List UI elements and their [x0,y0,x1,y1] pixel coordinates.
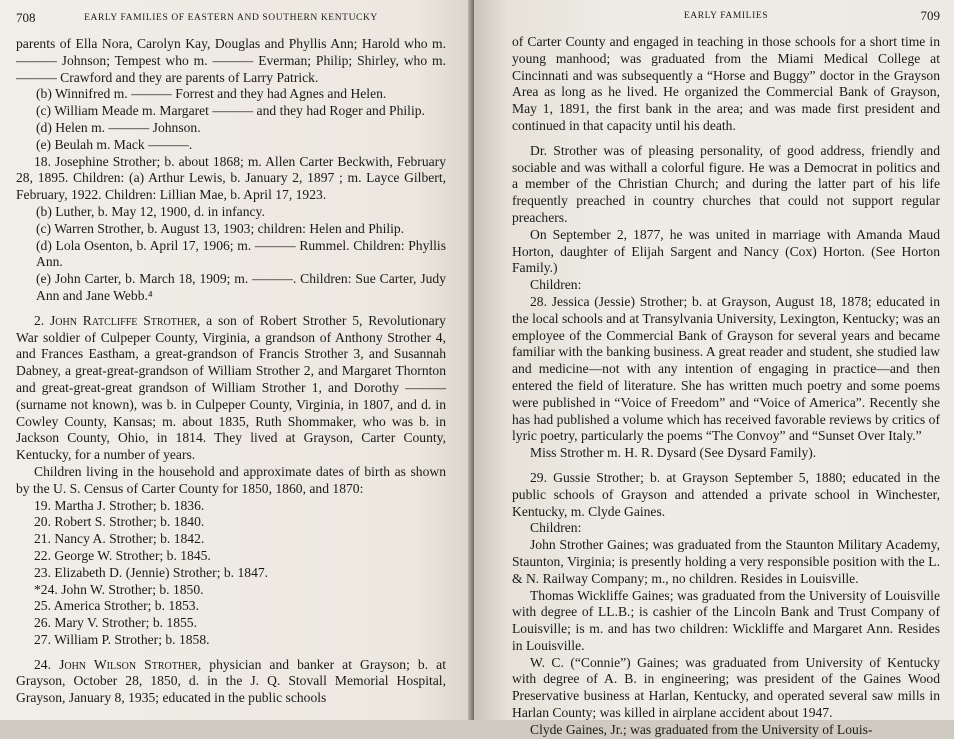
paragraph: (d) Helen m. ——— Johnson. [36,119,201,135]
paragraph: Clyde Gaines, Jr.; was graduated from the University of Louis- [530,721,873,737]
paragraph: John Strother Gaines; was graduated from the Staunton Military Academy, Staunton, Virginia; is presently holding a very responsible position with the L. & N. Railway Company; m., no children. Resides in Louisville. [512,537,940,586]
left-body [16,36,446,707]
section-number: 2. [34,312,45,328]
left-page [0,0,472,720]
children-heading: Children: [530,520,582,536]
right-page-number: 709 [920,8,940,23]
list-item: 23. Elizabeth D. (Jennie) Strother; b. 1847. [34,564,269,580]
person-name: John Wilson Strother [59,656,198,672]
list-item: 26. Mary V. Strother; b. 1855. [34,615,197,631]
paragraph: of Carter County and engaged in teaching in those schools for a short time in young manhood; was graduated from the Miami Medical College at Cincinnati and was subsequently a “Horse and Buggy” doctor in the Grayson Area as long as he lived. He organized the Commercial Bank of Grayson, May 1, 1891, the first bank in the area; and was made first president and continued in that capacity until his death. [512,34,940,133]
paragraph: 29. Gussie Strother; b. at Grayson September 5, 1880; educated in the public schools of Grayson and attended a private school in Winchester, Kentucky, m. Clyde Gaines. [512,469,940,519]
paragraph: Thomas Wickliffe Gaines; was graduated from the University of Louisville with degree of LL.B.; is cashier of the Lincoln Bank and Trust Company of Louisville; is m. and has two children: Wickliffe and Margaret Ann. Resides in Louisville. [512,587,940,653]
list-item: 20. Robert S. Strother; b. 1840. [34,514,205,530]
list-item: 21. Nancy A. Strother; b. 1842. [34,531,205,547]
list-item: 27. William P. Strother; b. 1858. [34,631,210,647]
paragraph: (c) William Meade m. Margaret ——— and they had Roger and Philip. [36,103,425,119]
paragraph: (e) Beulah m. Mack ———. [36,136,193,152]
left-running-title: EARLY FAMILIES OF EASTERN AND SOUTHERN KENTUCKY [84,13,378,23]
children-heading: Children: [530,277,582,293]
paragraph: , physician and banker at Grayson; b. at Grayson, October 28, 1850, d. in the J. Q. Stovall Memorial Hospital, Grayson, January 8, 1935; educated in the public schools [16,656,446,706]
right-body [512,34,940,739]
right-page [474,0,954,737]
list-item: 25. America Strother; b. 1853. [34,598,199,614]
list-item: *24. John W. Strother; b. 1850. [34,581,204,597]
paragraph: parents of Ella Nora, Carolyn Kay, Douglas and Phyllis Ann; Harold who m. ——— Johnson; Tempest who m. ——— Everman; Philip; Shirley, who m. ——— Crawford and they are parents of Larry Patrick. [16,36,446,85]
children-list [16,498,446,649]
census-intro: Children living in the household and approximate dates of birth as shown by the U. S. Census of Carter County for 1850, 1860, and 1870: [16,463,446,496]
section-2 [16,313,446,464]
right-running-title: EARLY FAMILIES [683,11,769,21]
person-name: John Ratcliffe Strother [50,312,197,328]
paragraph: (e) John Carter, b. March 18, 1909; m. ———. Children: Sue Carter, Judy Ann and Jane Webb.⁴ [36,271,446,303]
paragraph: W. C. (“Connie”) Gaines; was graduated from University of Kentucky with degree of A. B. in engineering; was president of the Gaines Wood Preservative business at Harlan, Kentucky, and operated several saw mills in Harlan County; was killed in airplane accident about 1947. [512,654,940,721]
paragraph: Dr. Strother was of pleasing personality, of good address, friendly and sociable and was withall a colorful figure. He was a Democrat in politics and a member of the Christian Church; and during the latter part of his life frequently preached in country churches that could not support regular preachers. [512,142,940,225]
right-running-head [512,8,940,34]
list-item: 19. Martha J. Strother; b. 1836. [34,497,205,513]
paragraph: (c) Warren Strother, b. August 13, 1903; children: Helen and Philip. [36,220,405,236]
section-24 [16,657,446,707]
list-item: 22. George W. Strother; b. 1845. [34,547,211,563]
paragraph: 18. Josephine Strother; b. about 1868; m. Allen Carter Beckwith, February 28, 1895. Children: (a) Arthur Lewis, b. January 2, 1897 ; m. Layce Gilbert, February, 1922. Children: Lillian Mae, b. April 17, 1923. [16,153,446,203]
paragraph: On September 2, 1877, he was united in marriage with Amanda Maud Horton, daughter of Elijah Sargent and Nancy (Cox) Horton. (See Horton Family.) [512,226,940,276]
paragraph: (b) Winnifred m. ——— Forrest and they had Agnes and Helen. [36,86,387,102]
left-page-number: 708 [16,10,36,25]
left-running-head [16,10,446,36]
paragraph: (b) Luther, b. May 12, 1900, d. in infancy. [36,203,265,219]
section-number: 24. [34,656,51,672]
paragraph: , a son of Robert Strother 5, Revolutionary War soldier of Culpeper County, Virginia, a grandson of Anthony Strother 4, and Frances Eastham, a great-grandson of Francis Strother 3, and Susannah Dabney, a great-great-grandson of William Strother 2, and Margaret Thornton and great-great-great grandson of William Strother 1, and Dorothy ——— (surname not known), was b. in Culpeper County, Virginia, in 1807, and d. in Cowley County, Kansas; m. about 1835, Ruth Shommaker, who was b. in Jackson County, Ohio, in 1814. They lived at Grayson, Carter County, Kentucky, for a number of years. [16,312,446,463]
paragraph: 28. Jessica (Jessie) Strother; b. at Grayson, August 18, 1878; educated in the local schools and at Transylvania University, Lexington, Kentucky; was an employee of the Commercial Bank of Grayson for several years and became familiar with the banking business. A great reader and student, she studied law and medicine—not with any intention of engaging in practice—and then entered the field of literature. She has written much poetry and some poems were published in “Voice of Freedom” and “Voice of America”. Recently she has had published a volume which has received favorable reviews by critics of lyric poetry, particularly the poems “The Convoy” and “Sunset Over Italy.” [512,293,940,444]
paragraph: Miss Strother m. H. R. Dysard (See Dysard Family). [530,445,817,461]
paragraph: (d) Lola Osenton, b. April 17, 1906; m. ——— Rummel. Children: Phyllis Ann. [36,237,446,270]
